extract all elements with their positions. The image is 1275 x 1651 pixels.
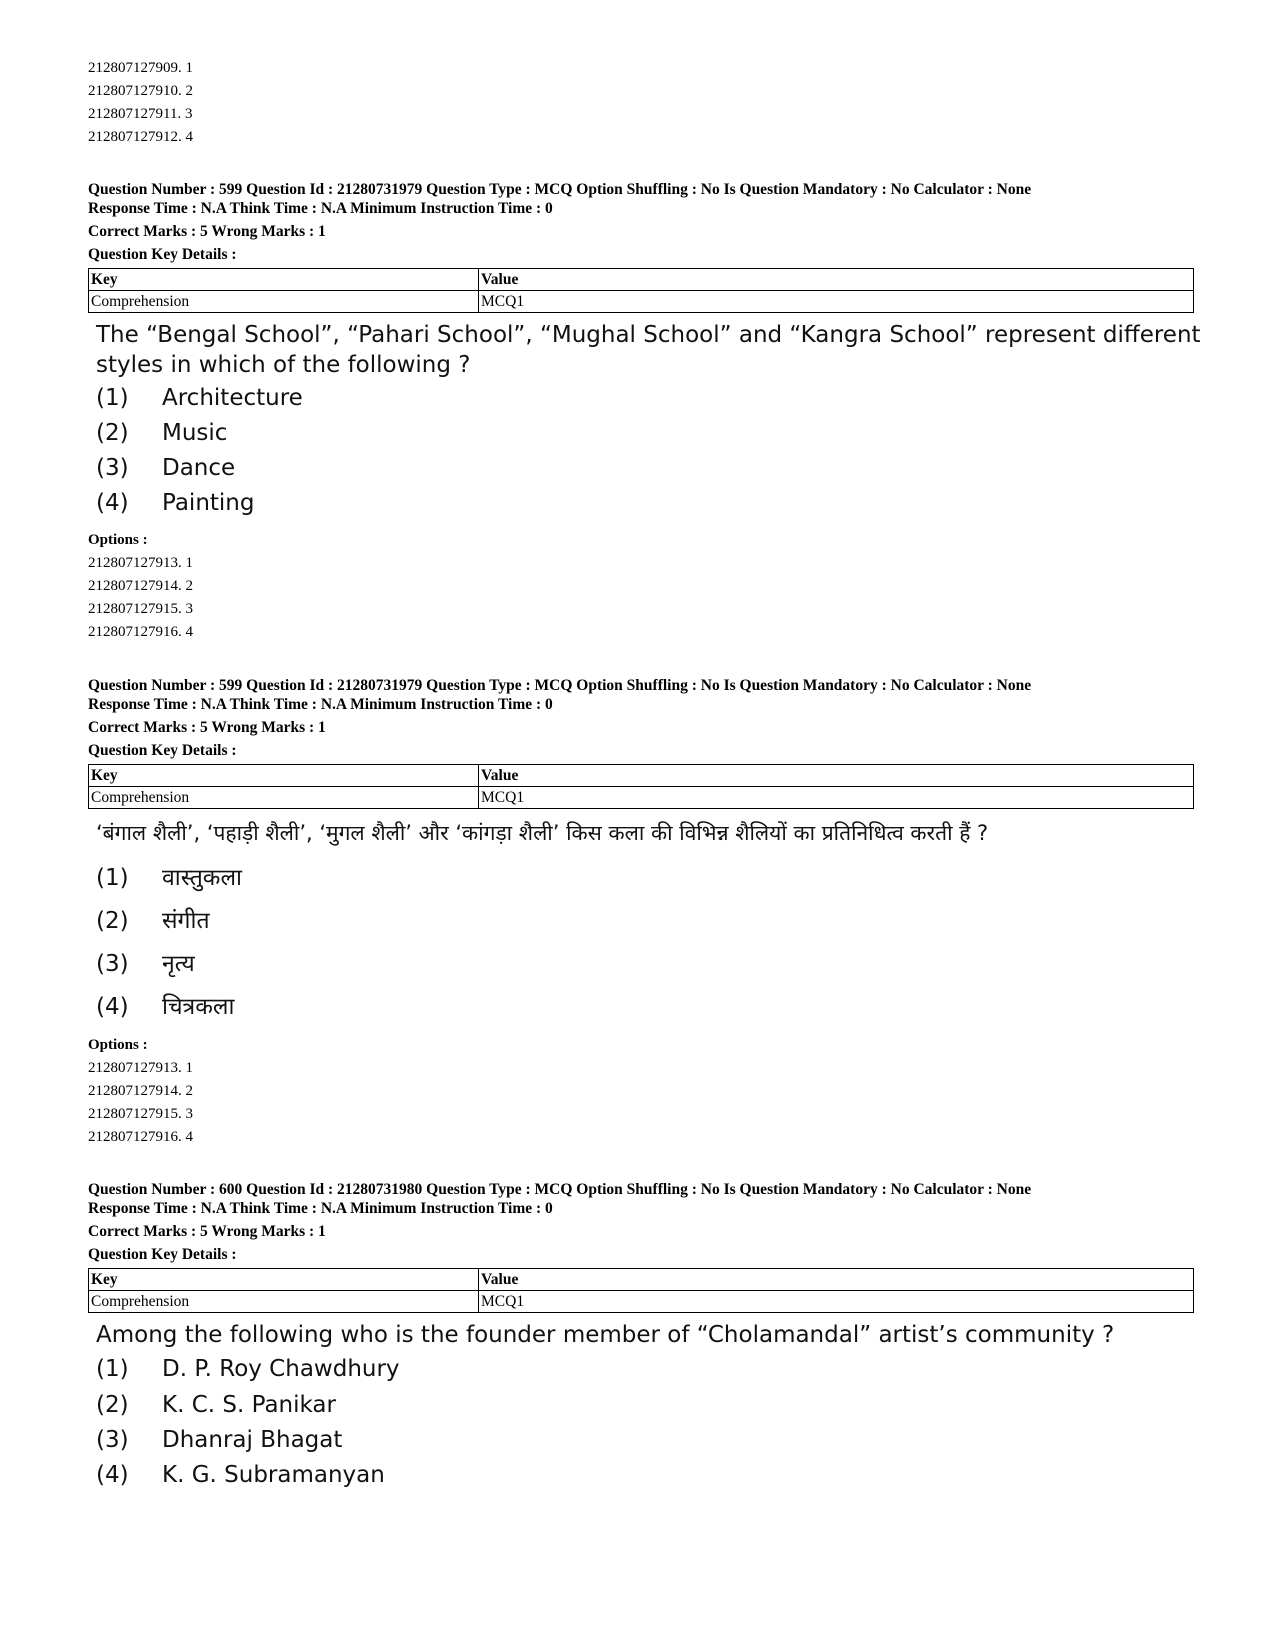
- table-header-row: [89, 269, 1194, 291]
- choice-number: (2): [96, 908, 129, 934]
- choice-text: Dhanraj Bhagat: [162, 1427, 343, 1453]
- table-cell-key: Comprehension: [89, 1291, 479, 1313]
- choice-number: (3): [96, 455, 129, 481]
- choice-number: (4): [96, 490, 129, 516]
- choice-text: संगीत: [162, 908, 210, 934]
- choice-text: D. P. Roy Chawdhury: [162, 1356, 400, 1382]
- choice-item: [96, 383, 303, 413]
- table-header-value: Value: [479, 1269, 1194, 1291]
- question-key-table: [88, 268, 1194, 313]
- choice-item: [96, 1354, 400, 1384]
- option-id-line: 212807127916. 4: [88, 624, 193, 640]
- table-header-row: [89, 765, 1194, 787]
- table-cell-value: MCQ1: [479, 291, 1194, 313]
- choice-item: [96, 418, 227, 448]
- question-timing-line: Response Time : N.A Think Time : N.A Minimum Instruction Time : 0: [88, 696, 553, 713]
- choice-number: (1): [96, 1356, 129, 1382]
- table-cell-value: MCQ1: [479, 1291, 1194, 1313]
- choice-text: Architecture: [162, 385, 303, 411]
- options-label: Options :: [88, 1037, 148, 1053]
- option-id-line: 212807127909. 1: [88, 60, 193, 76]
- option-id-line: 212807127913. 1: [88, 555, 193, 571]
- question-timing-line: Response Time : N.A Think Time : N.A Minimum Instruction Time : 0: [88, 200, 553, 217]
- choice-item: [96, 453, 235, 483]
- option-id-line: 212807127915. 3: [88, 1106, 193, 1122]
- question-key-details-label: Question Key Details :: [88, 246, 237, 263]
- choice-text: K. C. S. Panikar: [162, 1392, 336, 1418]
- choice-text: वास्तुकला: [162, 865, 243, 891]
- choice-item: [96, 992, 234, 1022]
- option-id-line: 212807127914. 2: [88, 1083, 193, 1099]
- option-id-line: 212807127912. 4: [88, 129, 193, 145]
- option-id-line: 212807127916. 4: [88, 1129, 193, 1145]
- table-row: [89, 291, 1194, 313]
- table-header-value: Value: [479, 765, 1194, 787]
- table-header-key: Key: [89, 269, 479, 291]
- question-meta-line: Question Number : 600 Question Id : 21280731980 Question Type : MCQ Option Shuffling : No Is Question Mandatory : No Calculator : None: [88, 1181, 1032, 1198]
- table-header-value: Value: [479, 269, 1194, 291]
- table-cell-key: Comprehension: [89, 787, 479, 809]
- table-row: [89, 1291, 1194, 1313]
- question-text: Among the following who is the founder member of “Cholamandal” artist’s community ?: [96, 1322, 1115, 1348]
- question-meta-line: Question Number : 599 Question Id : 21280731979 Question Type : MCQ Option Shuffling : No Is Question Mandatory : No Calculator : None: [88, 677, 1032, 694]
- choice-number: (4): [96, 1462, 129, 1488]
- choice-item: [96, 1460, 385, 1490]
- table-cell-key: Comprehension: [89, 291, 479, 313]
- table-header-key: Key: [89, 1269, 479, 1291]
- choice-number: (3): [96, 1427, 129, 1453]
- question-meta-line: Question Number : 599 Question Id : 21280731979 Question Type : MCQ Option Shuffling : No Is Question Mandatory : No Calculator : None: [88, 181, 1032, 198]
- table-row: [89, 787, 1194, 809]
- choice-item: [96, 1390, 336, 1420]
- question-key-details-label: Question Key Details :: [88, 1246, 237, 1263]
- table-header-row: [89, 1269, 1194, 1291]
- choice-text: K. G. Subramanyan: [162, 1462, 385, 1488]
- choice-text: चित्रकला: [162, 994, 235, 1020]
- table-cell-value: MCQ1: [479, 787, 1194, 809]
- question-key-table: [88, 1268, 1194, 1313]
- choice-text: Painting: [162, 490, 255, 516]
- choice-text: Dance: [162, 455, 236, 481]
- choice-item: [96, 906, 210, 936]
- question-marks-line: Correct Marks : 5 Wrong Marks : 1: [88, 1223, 326, 1240]
- choice-item: [96, 949, 195, 979]
- option-id-line: 212807127914. 2: [88, 578, 193, 594]
- option-id-line: 212807127915. 3: [88, 601, 193, 617]
- question-text: ‘बंगाल शैली’, ‘पहाड़ी शैली’, ‘मुगल शैली’ और ‘कांगड़ा शैली’ किस कला की विभिन्न शैलियों का प्रतिनिधित्व करती हैं ?: [96, 821, 989, 845]
- choice-item: [96, 1425, 342, 1455]
- choice-number: (1): [96, 865, 129, 891]
- question-marks-line: Correct Marks : 5 Wrong Marks : 1: [88, 719, 326, 736]
- question-marks-line: Correct Marks : 5 Wrong Marks : 1: [88, 223, 326, 240]
- options-label: Options :: [88, 532, 148, 548]
- choice-number: (1): [96, 385, 129, 411]
- question-key-details-label: Question Key Details :: [88, 742, 237, 759]
- option-id-line: 212807127913. 1: [88, 1060, 193, 1076]
- choice-item: [96, 863, 242, 893]
- option-id-line: 212807127910. 2: [88, 83, 193, 99]
- question-key-table: [88, 764, 1194, 809]
- choice-number: (3): [96, 951, 129, 977]
- question-text: The “Bengal School”, “Pahari School”, “Mughal School” and “Kangra School” represent different styles in which of the following ?: [96, 322, 1201, 378]
- choice-number: (4): [96, 994, 129, 1020]
- choice-text: नृत्य: [162, 951, 195, 977]
- table-header-key: Key: [89, 765, 479, 787]
- choice-number: (2): [96, 420, 129, 446]
- question-timing-line: Response Time : N.A Think Time : N.A Minimum Instruction Time : 0: [88, 1200, 553, 1217]
- choice-text: Music: [162, 420, 228, 446]
- choice-number: (2): [96, 1392, 129, 1418]
- choice-item: [96, 488, 254, 518]
- option-id-line: 212807127911. 3: [88, 106, 193, 122]
